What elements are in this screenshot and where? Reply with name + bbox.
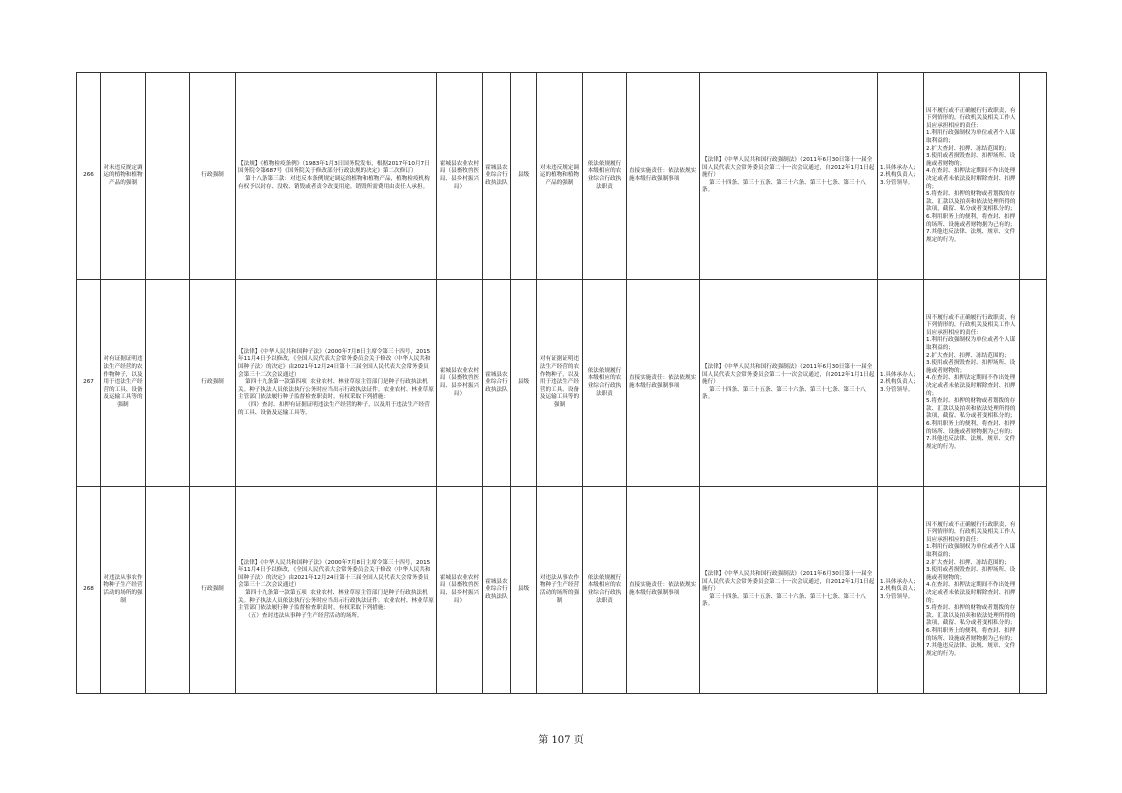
power-type: 行政强制 [190,280,236,487]
sub-item-cell [146,73,190,280]
item-name: 对未违反规定调运的植物和植物产品的强制 [101,73,146,280]
admin-level: 县级 [511,73,537,280]
responsible-subject: 1.具体承办人； 2.机构负责人； 3.分管领导。 [878,280,924,487]
responsibility-item: 对有证据证明违法生产经营的农作物种子，以及用于违法生产经营的工具、设备及运输工具等的强制 [537,280,583,487]
admin-level: 县级 [511,487,537,694]
remarks-cell [1020,280,1047,487]
implementation-responsibility: 直接实施责任：依法依规实施本级行政强制事项 [627,280,700,487]
implementation-responsibility: 直接实施责任：依法依规实施本级行政强制事项 [627,73,700,280]
responsible-subject: 1.具体承办人； 2.机构负责人； 3.分管领导。 [878,73,924,280]
admin-level: 县级 [511,280,537,487]
accountability-circumstances: 因不履行或不正确履行行政职责，有下列情形的，行政机关及相关工作人员应承担相应的责任： 1.利用行政强制权为单位或者个人谋取利益的； 2.扩大查封、扣押、冻结范围的； 3.使用或者损毁查封、扣押场所、设施或者财物的； 4.在查封、扣押法定期间不作出处理决定或者未依法及时解除查封、扣押的； 5.将查封、扣押的财物或者划拨的存款、汇款以及拍卖和依法处理所得的款项，截留、私分或者变相私分的； 6.利用职务上的便利，将查封、扣押的场所、设施或者财物据为己有的； 7.其他违反法律、法规、规章、文件规定的行为。 [924,487,1020,694]
responsibility-item: 对违法从事农作物种子生产经营活动的场所的强制 [537,487,583,694]
remarks-cell [1020,73,1047,280]
responsible-subject: 1.具体承办人； 2.机构负责人； 3.分管领导。 [878,487,924,694]
page-number: 第 107 页 [538,735,584,746]
power-type: 行政强制 [190,487,236,694]
table-row [77,280,1047,487]
implementing-department: 霍城县农业农村局（县畜牧兽医局、县乡村振兴局） [437,73,483,280]
executing-unit: 霍城县农业综合行政执法队 [483,280,511,487]
power-list-table [76,72,1047,694]
duty-description: 依法依规履行本级相应的农业综合行政执法职责 [583,73,627,280]
legal-basis: 【法律】《中华人民共和国种子法》（2000年7月8日主席令第三十四号，2015年11月4日予以修改，《全国人民代表大会常务委员会关于修改〈中华人民共和国种子法〉的决定》由2021年12月24日第十三届全国人民代表大会常务委员会第三十二次会议通过） 第四十九条第一款第五项 农业农村、林业草原主管部门是种子行政执法机关。种子执法人员依法执行公务时应当出示行政执法证件。农业农村、林业草原主管部门依法履行种子监督检查职责时，有权采取下列措施： （五）查封违法从事种子生产经营活动的场所。 [236,487,437,694]
executing-unit: 霍城县农业综合行政执法队 [483,73,511,280]
responsibility-basis: 【法律】《中华人民共和国行政强制法》（2011年6月30日第十一届全国人民代表大会常务委员会第二十一次会议通过，自2012年1月1日起施行） 第三十四条、第三十五条、第三十六条、第三十七条、第三十八条。 [700,73,878,280]
item-name: 对违法从事农作物种子生产经营活动的场所的强制 [101,487,146,694]
power-type: 行政强制 [190,73,236,280]
responsibility-basis: 【法律】《中华人民共和国行政强制法》（2011年6月30日第十一届全国人民代表大会常务委员会第二十一次会议通过，自2012年1月1日起施行） 第三十四条、第三十五条、第三十六条、第三十七条、第三十八条。 [700,487,878,694]
duty-description: 依法依规履行本级相应的农业综合行政执法职责 [583,280,627,487]
accountability-circumstances: 因不履行或不正确履行行政职责，有下列情形的，行政机关及相关工作人员应承担相应的责任： 1.利用行政强制权为单位或者个人谋取利益的； 2.扩大查封、扣押、冻结范围的； 3.使用或者损毁查封、扣押场所、设施或者财物的； 4.在查封、扣押法定期间不作出处理决定或者未依法及时解除查封、扣押的； 5.将查封、扣押的财物或者划拨的存款、汇款以及拍卖和依法处理所得的款项，截留、私分或者变相私分的； 6.利用职务上的便利，将查封、扣押的场所、设施或者财物据为己有的； 7.其他违反法律、法规、规章、文件规定的行为。 [924,73,1020,280]
sub-item-cell [146,280,190,487]
executing-unit: 霍城县农业综合行政执法队 [483,487,511,694]
row-number: 268 [77,487,101,694]
sub-item-cell [146,487,190,694]
legal-basis: 【法律】《中华人民共和国种子法》（2000年7月8日主席令第三十四号，2015年11月4日予以修改，《全国人民代表大会常务委员会关于修改〈中华人民共和国种子法〉的决定》由2021年12月24日第十三届全国人民代表大会常务委员会第三十二次会议通过） 第四十九条第一款第四项 农业农村、林业草原主管部门是种子行政执法机关。种子执法人员依法执行公务时应当出示行政执法证件。农业农村、林业草原主管部门依法履行种子监督检查职责时，有权采取下列措施： （四）查封、扣押有证据证明违法生产经营的种子，以及用于违法生产经营的工具、设备及运输工具等。 [236,280,437,487]
implementation-responsibility: 直接实施责任：依法依规实施本级行政强制事项 [627,487,700,694]
responsibility-item: 对未违反规定调运的植物和植物产品的强制 [537,73,583,280]
item-name: 对有证据证明违法生产经营的农作物种子，以及用于违法生产经营的工具、设备及运输工具等的强制 [101,280,146,487]
row-number: 267 [77,280,101,487]
implementing-department: 霍城县农业农村局（县畜牧兽医局、县乡村振兴局） [437,487,483,694]
table-row [77,487,1047,694]
responsibility-basis: 【法律】《中华人民共和国行政强制法》（2011年6月30日第十一届全国人民代表大会常务委员会第二十一次会议通过，自2012年1月1日起施行） 第三十四条、第三十五条、第三十六条、第三十七条、第三十八条。 [700,280,878,487]
remarks-cell [1020,487,1047,694]
row-number: 266 [77,73,101,280]
legal-basis: 【法规】《植物检疫条例》（1983年1月3日国务院发布，根据2017年10月7日国务院令第687号《国务院关于修改部分行政法规的决定》第二次修订） 第十八条第三款：对违反本条例规定调运的植物和植物产品，植物检疫机构有权予以封存、没收、销毁或者责令改变用途。销毁所需费用由责任人承担。 [236,73,437,280]
table-row [77,73,1047,280]
duty-description: 依法依规履行本级相应的农业综合行政执法职责 [583,487,627,694]
implementing-department: 霍城县农业农村局（县畜牧兽医局、县乡村振兴局） [437,280,483,487]
accountability-circumstances: 因不履行或不正确履行行政职责，有下列情形的，行政机关及相关工作人员应承担相应的责任： 1.利用行政强制权为单位或者个人谋取利益的； 2.扩大查封、扣押、冻结范围的； 3.使用或者损毁查封、扣押场所、设施或者财物的； 4.在查封、扣押法定期间不作出处理决定或者未依法及时解除查封、扣押的； 5.将查封、扣押的财物或者划拨的存款、汇款以及拍卖和依法处理所得的款项，截留、私分或者变相私分的； 6.利用职务上的便利，将查封、扣押的场所、设施或者财物据为己有的； 7.其他违反法律、法规、规章、文件规定的行为。 [924,280,1020,487]
